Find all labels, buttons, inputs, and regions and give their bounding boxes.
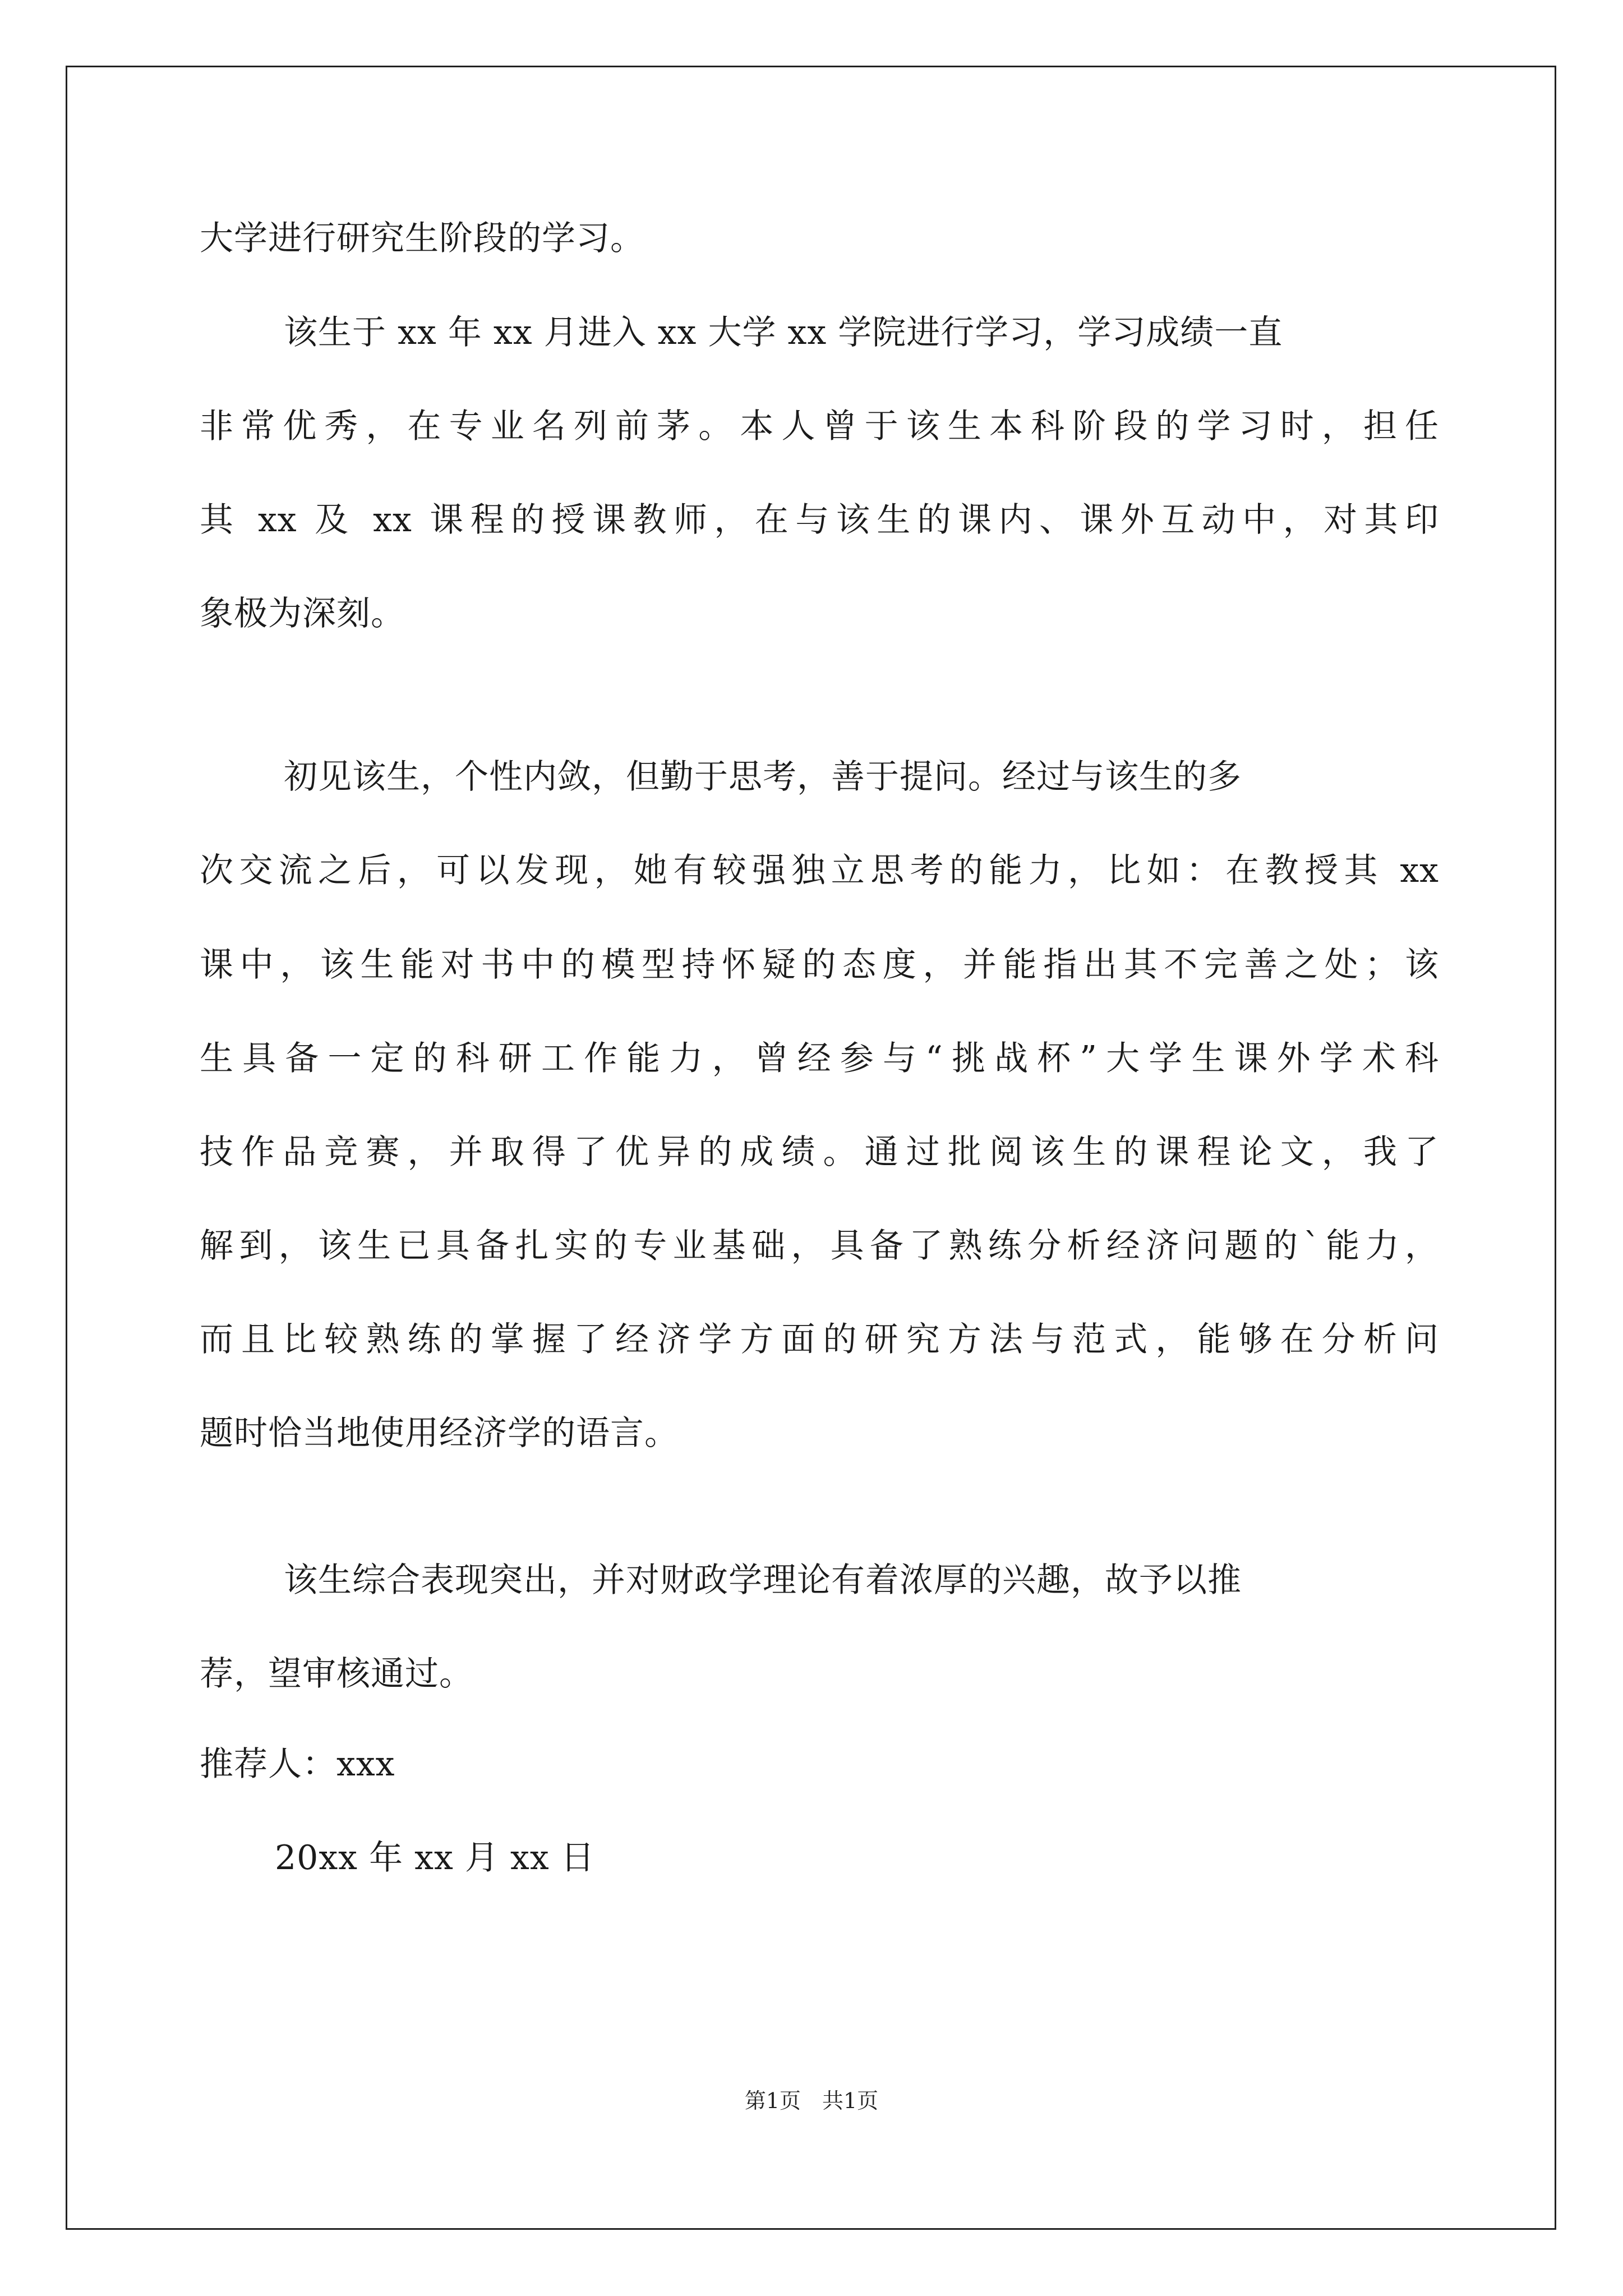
body-line: 非常优秀，在专业名列前茅。本人曾于该生本科阶段的学习时，担任 [200, 407, 1439, 446]
body-line: 解到，该生已具备扎实的专业基础，具备了熟练分析经济问题的`能力， [200, 1226, 1439, 1266]
body-line: 课中，该生能对书中的模型持怀疑的态度，并能指出其不完善之处；该 [200, 945, 1439, 984]
body-line: 次交流之后，可以发现，她有较强独立思考的能力，比如：在教授其 xx [200, 851, 1439, 890]
body-line: 其 xx 及 xx 课程的授课教师，在与该生的课内、课外互动中，对其印 [200, 500, 1439, 540]
body-line: 大学进行研究生阶段的学习。 [200, 219, 644, 258]
body-line: 初见该生，个性内敛，但勤于思考，善于提问。经过与该生的多 [284, 757, 1242, 797]
body-line: 荐，望审核通过。 [200, 1654, 473, 1694]
recommender-line: 推荐人：xxx [200, 1745, 395, 1784]
page-number-footer: 第1页 共1页 [744, 2088, 879, 2113]
body-line: 而且比较熟练的掌握了经济学方面的研究方法与范式，能够在分析问 [200, 1320, 1439, 1359]
body-line: 技作品竞赛，并取得了优异的成绩。通过批阅该生的课程论文，我了 [200, 1133, 1439, 1172]
date-line: 20xx 年 xx 月 xx 日 [275, 1838, 595, 1878]
body-line: 该生于 xx 年 xx 月进入 xx 大学 xx 学院进行学习，学习成绩一直 [284, 313, 1283, 352]
body-line: 该生综合表现突出，并对财政学理论有着浓厚的兴趣，故予以推 [284, 1561, 1242, 1600]
body-line: 生具备一定的科研工作能力，曾经参与“挑战杯”大学生课外学术科 [200, 1039, 1439, 1078]
body-line: 象极为深刻。 [200, 594, 405, 633]
body-line: 题时恰当地使用经济学的语言。 [200, 1414, 679, 1453]
